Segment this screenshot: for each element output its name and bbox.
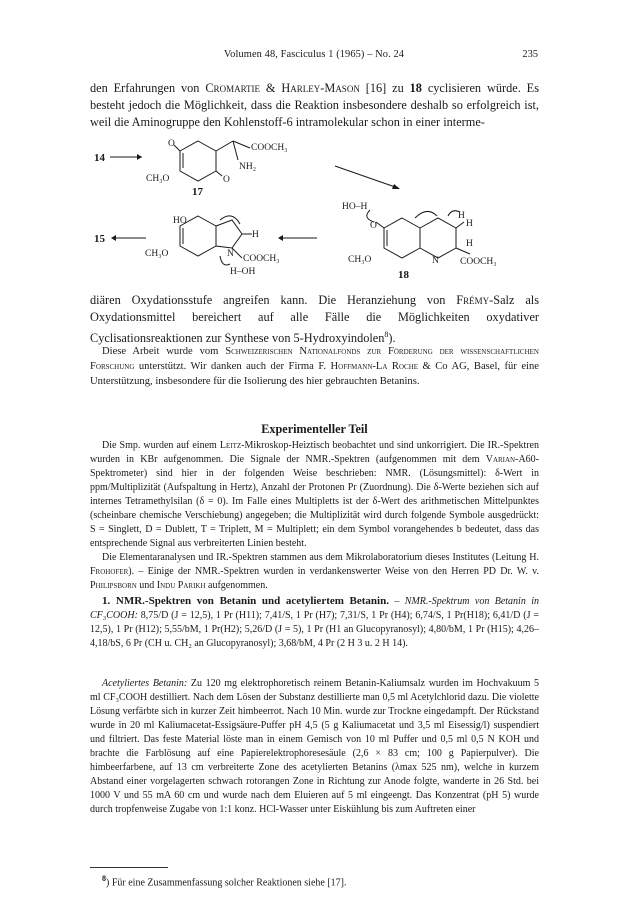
hydrogen-label: H [466,239,473,249]
author-name: Harley-Mason [281,81,360,95]
acetylation-paragraph [90,677,539,817]
journal-info: Volumen 48, Fasciculus 1 (1965) – No. 24 [223,49,405,60]
text-run: ). [388,331,396,346]
person-name: Indu Parikh [156,580,206,591]
nmr-paragraph [90,594,539,651]
footnote [90,872,539,889]
text-run: unterstützt. Wir danken auch der Firma F. [134,360,331,372]
subsection-heading: 1. NMR.-Spektren von Betanin und acetyliertem Betanin. [102,595,389,607]
arrow-head [278,235,283,241]
instrument-name: Leitz [219,440,242,451]
structure-15 [145,216,280,277]
text-run: 8,75/D (J = 12,5), 1 Pr (H11); 7,41/S, 1 Pr (H7); 7,31/S, 1 Pr (H4); 6,74/S, 1 Pr(H18); 6,41/D (J = 12,5), 1 Pr (H12); 5,55/bM, 1 Pr(H2); 5,26/D (J = 5), 1 Pr (H1 an Glucopyranosyl); 4,80/bM, 1 Pr (H15); 4,26–4,18/bS, 6 Pr (CH u. CH₂ an Glucopyranosyl); 3,68/bM, 4 Pr (2 H 3 u. 2 H 14). [90,610,539,649]
text-run: & [260,81,282,95]
running-header [90,49,538,63]
water-label: HO–H [342,202,368,212]
hydrogen-label: H [252,230,259,240]
italic-run: Acetyliertes Betanin: [102,678,188,689]
water-label: H–OH [230,267,256,277]
methods-paragraph [90,439,539,551]
oxygen-label: O [223,175,230,185]
text-run: ) Für eine Zusammenfassung solcher Reaktionen siehe [17]. [106,877,347,889]
text-run: aufgenommen. [205,580,268,591]
person-name: Philipsborn [90,580,137,591]
reaction-arrow [335,166,398,188]
structure-18 [342,202,497,281]
methoxy-group: CH₃O [146,174,170,184]
reaction-scheme [80,136,550,284]
page-number: 235 [522,49,538,60]
structure-17 [146,139,288,198]
hydroxy-group: HO [173,216,187,226]
italic-run: NMR.-Spektrum von Betanin in CF₃COOH: [90,596,539,621]
compound-label-14: 14 [94,152,105,164]
footnote-divider [90,867,168,868]
section-heading: Experimenteller Teil [261,422,368,436]
text-run: und [136,580,157,591]
person-name: Frohofer [90,566,129,577]
methoxy-group: CH₃O [348,255,372,265]
text-run: -Salz als Oxydationsmittel bereichert auf alle Fälle die Möglichkeiten oxydativer Cyclisationsreaktionen zur Synthese von 5-Hydroxyindolen [90,293,539,346]
footnote-marker: 8 [102,874,106,883]
author-name: Cromartie [205,81,261,95]
compound-ref: 18 [409,81,422,95]
oxygen-label: O [370,221,377,231]
text-run: den Erfahrungen von [90,81,206,95]
footnote-ref: 8 [384,330,389,339]
funder-name: Schweizerischen Nationalfonds zur Förderung der wissenschaftlichen Forschung [90,346,539,372]
intro-paragraph [90,80,539,131]
compound-label-17: 17 [192,186,203,198]
text-run: -A60-Spektrometer) sind hier in der folgenden Weise beschrieben: NMR. (Lösungsmittel): δ-Wert in ppm/Multiplizität (Aufspaltung in Hertz), Anzahl der Protonen Pr (Zuordnung). Die δ-Werte beziehen sich auf internes Tetramethylsilan (δ = 0). Im Falle eines Multipletts ist der δ-Wert des arithmetischen Mittelpunktes (scheinbare chemische Verschiebung) angegeben; die Multiplizität wird durch folgende Symbole ausgedrückt: S = Singlett, D = Dublett, T = Triplett, M = Multiplett; ein dem Symbol vorangehendes b bedeutet, dass das entsprechende Signal aus verbreiterten Linien besteht. [90,454,539,549]
nitrogen-label: N [432,256,439,266]
text-run: diären Oxydationsstufe angreifen kann. Die Heranziehung von [90,293,457,307]
compound-label-18: 18 [398,269,409,281]
arrow-head [111,235,116,241]
ester-group: COOCH₃ [251,143,288,153]
hydrogen-label: H [466,219,473,229]
oxygen-label: O [168,139,175,149]
reagent-name: Frémy [456,293,490,307]
credits-paragraph [90,551,539,593]
text-run: Die Elementaranalysen und IR.-Spektren stammen aus dem Mikrolaboratorium dieses Institutes (Leitung H. [102,552,539,563]
methoxy-group: CH₃O [145,249,169,259]
hydrogen-label: H [458,211,465,221]
discussion-paragraph [90,292,539,347]
text-run: Die Smp. wurden auf einem [102,440,220,451]
nitrogen-label: N [227,249,234,259]
text-run: -Mikroskop-Heiztisch beobachtet und sind unkorrigiert. Die IR.-Spektren wurden in KBr aufgenommen. Die Signale der NMR.-Spektren (aufgenommen mit dem [90,440,539,465]
arrow-head [137,154,142,160]
company-name: Hoffmann-La Roche [330,360,419,372]
ester-group: COOCH₃ [243,254,280,264]
text-run: Zu 120 mg elektrophoretisch reinem Betanin-Kaliumsalz wurden im Hochvakuum 5 ml CF₃COOH destilliert. Nach dem Lösen der Substanz destillierte man 0,5 ml Acetylchlorid dazu. Die violette Lösung verfärbte sich in kurzer Zeit himbeerrot. Nach 10 Min. wurde zur Trockne eingedampft. Der Rückstand wurde in 20 ml Kaliumacetat-Essigsäure-Puffer pH 4,5 (5 g Kaliumacetat und 3,5 ml Eisessig/l) suspendiert und filtriert. Das feste Material löste man in einem Gemisch von 10 ml Puffer und 0,5 ml 0,5 N KOH und brachte die Farblösung auf eine Papierelektrophoresesäule (2,6 × 83 cm; 100 g Papierpulver). Die himbeerfarbene, auf 13 cm verbreiterte Zone des acetylierten Betanins (λmax 525 nm), welche in kurzem Abstand einer vorgelagerten schwach rotorangen Zone in Richtung zur Anode folgte, wanderte in 26 Std. bei 1000 V und 55 mA 60 cm und wurde nach dem Eluieren auf 5 ml eingeengt. Das Konzentrat (pH 5) wurde durch tropfenweise Zugabe von 1:1 konz. HCl-Wasser unter Eiskühlung bis zum Auftreten einer [90,678,539,815]
text-run: ). – Einige der NMR.-Spektren wurden in verdankenswerter Weise von den Herren PD Dr. W. v. [128,566,539,577]
arrow-head [392,184,400,189]
ester-group: COOCH₃ [460,257,497,267]
compound-label-15: 15 [94,233,105,245]
text-run: cyclisieren würde. Es besteht jedoch die Möglichkeit, dass die Reaktion insbesondere deshalb so erfolgreich ist, weil die Aminogruppe den Kohlenstoff-6 intramolekular schon in einer interme- [90,81,539,129]
amino-group: NH₂ [239,162,257,172]
acknowledgement-paragraph [90,345,539,390]
text-run: & Co AG, Basel, für eine Unterstützung, insbesondere für die Isolierung des hier gebrauchten Betanins. [90,360,539,387]
text-run: [16] zu [359,81,410,95]
text-run: Diese Arbeit wurde vom [102,346,226,357]
text-run: – [388,596,405,607]
instrument-name: Varian [485,454,516,465]
